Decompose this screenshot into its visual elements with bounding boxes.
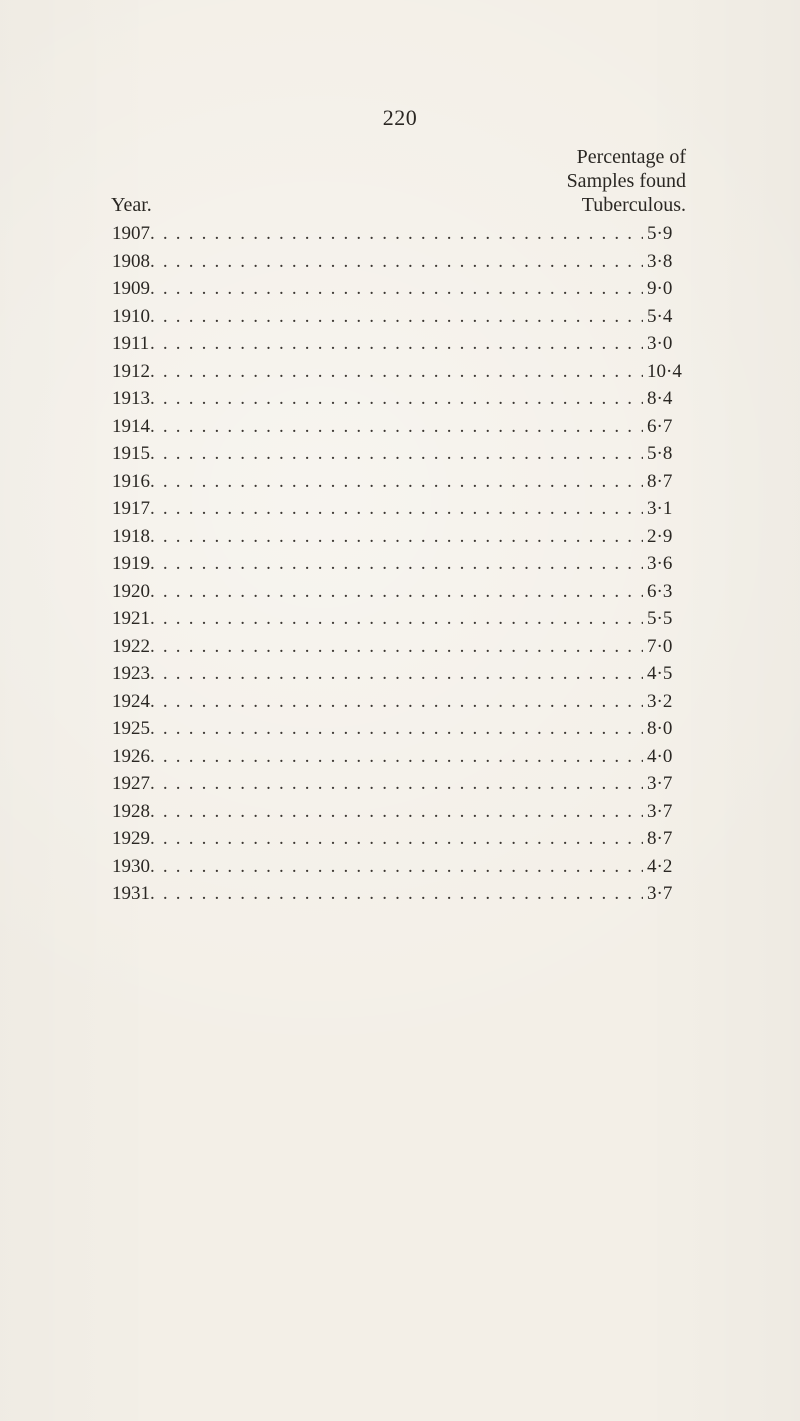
year-cell: 1910 <box>112 305 150 327</box>
percentage-cell: 4·2 <box>647 855 673 877</box>
table-row <box>112 358 692 386</box>
percentage-cell: 6·7 <box>647 415 673 437</box>
leader-dots <box>150 825 643 853</box>
percentage-cell: 3·8 <box>647 250 673 272</box>
year-cell: 1922 <box>112 635 150 657</box>
year-cell: 1915 <box>112 443 150 464</box>
percentage-cell: 8·7 <box>647 828 673 849</box>
year-cell: 1930 <box>112 855 150 877</box>
percentage-cell: 10·4 <box>647 360 682 382</box>
leader-dots <box>150 743 643 771</box>
leader-dots <box>150 523 643 551</box>
year-cell: 1917 <box>112 498 150 519</box>
year-cell: 1907 <box>112 223 150 244</box>
year-cell: 1920 <box>112 580 150 602</box>
percentage-column-heading <box>500 145 686 217</box>
percentage-cell: 8·4 <box>647 388 673 409</box>
table-row <box>112 688 692 716</box>
percentage-heading-line-2: Samples found <box>566 170 686 192</box>
table-row <box>112 770 692 798</box>
year-cell: 1916 <box>112 470 150 492</box>
table-row <box>112 220 692 248</box>
year-cell: 1925 <box>112 718 150 739</box>
year-cell: 1929 <box>112 828 150 849</box>
percentage-heading-line-3: Tuberculous. <box>581 194 686 216</box>
table-row <box>112 275 692 303</box>
year-cell: 1914 <box>112 415 150 437</box>
table-row <box>112 303 692 331</box>
tuberculous-samples-table <box>112 220 692 908</box>
percentage-cell: 8·0 <box>647 718 673 739</box>
leader-dots <box>150 853 643 881</box>
year-cell: 1931 <box>112 883 150 904</box>
leader-dots <box>150 330 643 358</box>
year-cell: 1909 <box>112 278 150 299</box>
table-row <box>112 715 692 743</box>
leader-dots <box>150 413 643 441</box>
year-cell: 1908 <box>112 250 150 272</box>
percentage-heading-line-1: Percentage of <box>576 146 686 168</box>
year-cell: 1923 <box>112 663 150 684</box>
year-cell: 1913 <box>112 388 150 409</box>
table-row <box>112 330 692 358</box>
leader-dots <box>150 550 643 578</box>
percentage-cell: 5·5 <box>647 608 673 629</box>
table-row <box>112 550 692 578</box>
table-row <box>112 578 692 606</box>
leader-dots <box>150 275 643 303</box>
percentage-cell: 3·7 <box>647 883 673 904</box>
leader-dots <box>150 688 643 716</box>
table-row <box>112 495 692 523</box>
leader-dots <box>150 770 643 798</box>
table-row <box>112 523 692 551</box>
table-row <box>112 798 692 826</box>
year-cell: 1921 <box>112 608 150 629</box>
percentage-cell: 3·1 <box>647 498 673 519</box>
table-row <box>112 440 692 468</box>
percentage-cell: 9·0 <box>647 278 673 299</box>
percentage-cell: 6·3 <box>647 580 673 602</box>
year-cell: 1918 <box>112 525 150 547</box>
percentage-cell: 7·0 <box>647 635 673 657</box>
leader-dots <box>150 798 643 826</box>
percentage-cell: 3·2 <box>647 690 673 712</box>
year-cell: 1924 <box>112 690 150 712</box>
leader-dots <box>150 248 643 276</box>
year-cell: 1919 <box>112 553 150 574</box>
leader-dots <box>150 605 643 633</box>
percentage-cell: 3·7 <box>647 800 673 822</box>
table-row <box>112 880 692 908</box>
leader-dots <box>150 468 643 496</box>
percentage-cell: 5·9 <box>647 223 673 244</box>
percentage-cell: 4·5 <box>647 663 673 684</box>
leader-dots <box>150 385 643 413</box>
table-row <box>112 633 692 661</box>
percentage-cell: 5·4 <box>647 305 673 327</box>
leader-dots <box>150 303 643 331</box>
table-row <box>112 468 692 496</box>
percentage-cell: 3·6 <box>647 553 673 574</box>
leader-dots <box>150 578 643 606</box>
year-cell: 1911 <box>112 333 150 354</box>
table-row <box>112 853 692 881</box>
table-row <box>112 413 692 441</box>
table-row <box>112 743 692 771</box>
year-column-heading: Year. <box>111 194 152 216</box>
table-row <box>112 605 692 633</box>
page-number: 220 <box>382 105 418 130</box>
leader-dots <box>150 633 643 661</box>
leader-dots <box>150 880 643 908</box>
percentage-cell: 3·0 <box>647 333 673 354</box>
year-cell: 1926 <box>112 745 150 767</box>
table-row <box>112 248 692 276</box>
percentage-cell: 5·8 <box>647 443 673 464</box>
leader-dots <box>150 358 643 386</box>
leader-dots <box>150 660 643 688</box>
leader-dots <box>150 220 643 248</box>
year-cell: 1928 <box>112 800 150 822</box>
percentage-cell: 8·7 <box>647 470 673 492</box>
year-cell: 1912 <box>112 360 150 382</box>
leader-dots <box>150 495 643 523</box>
year-cell: 1927 <box>112 773 150 794</box>
table-row <box>112 385 692 413</box>
percentage-cell: 3·7 <box>647 773 673 794</box>
percentage-cell: 2·9 <box>647 525 673 547</box>
table-row <box>112 660 692 688</box>
percentage-cell: 4·0 <box>647 745 673 767</box>
leader-dots <box>150 715 643 743</box>
table-row <box>112 825 692 853</box>
leader-dots <box>150 440 643 468</box>
